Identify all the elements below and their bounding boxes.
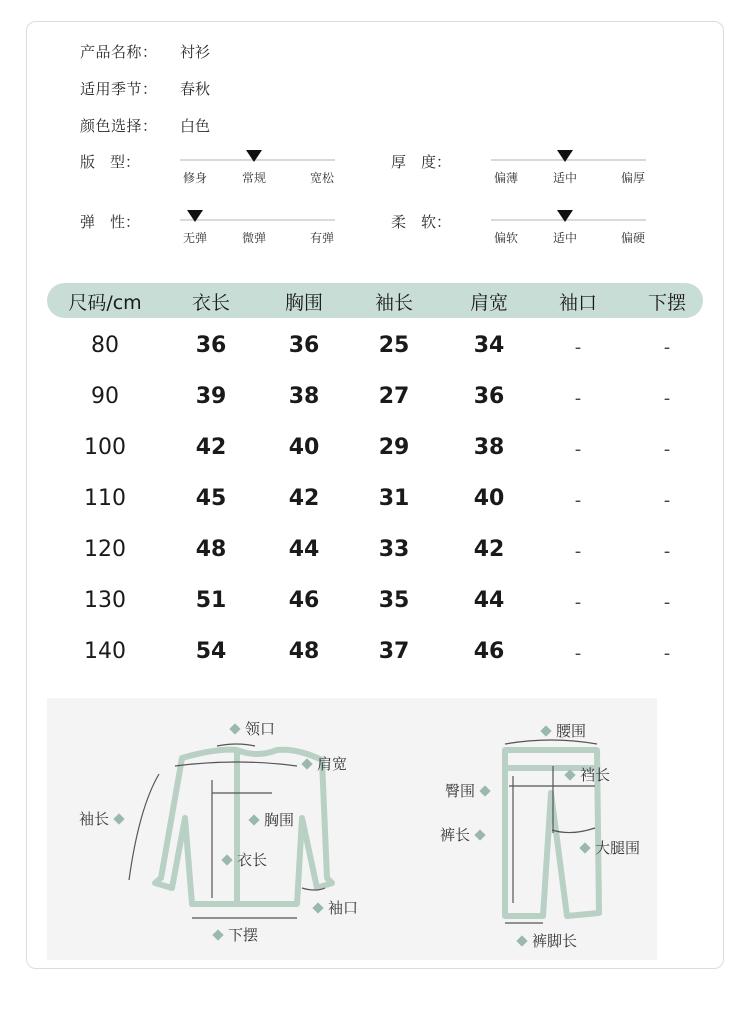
color-row [80, 115, 210, 136]
label-rise: 裆长 [560, 764, 610, 785]
size-cell: 100 [84, 435, 126, 460]
table-cell: 42 [288, 486, 320, 511]
attr-option: 微弹 [241, 231, 267, 245]
table-cell: 27 [378, 384, 410, 409]
size-cell: 140 [84, 639, 126, 664]
selected-marker-icon [557, 150, 573, 162]
label-thigh: 大腿围 [575, 837, 640, 858]
label-length: 衣长 [217, 849, 267, 870]
table-cell: - [663, 388, 671, 409]
table-cell: 38 [288, 384, 320, 409]
table-cell: 45 [195, 486, 227, 511]
table-header-cell: 尺码/cm [68, 292, 142, 314]
attr-option: 有弹 [309, 231, 335, 245]
table-cell: 39 [195, 384, 227, 409]
size-cell: 120 [84, 537, 126, 562]
table-header-cell: 胸围 [284, 292, 324, 314]
label-waist: 腰围 [536, 720, 586, 741]
size-cell: 80 [91, 333, 119, 358]
attr-thickness [391, 151, 691, 201]
table-cell: 34 [473, 333, 505, 358]
table-cell: 51 [195, 588, 227, 613]
size-cell: 130 [84, 588, 126, 613]
table-cell: - [574, 541, 582, 562]
table-cell: 48 [288, 639, 320, 664]
attr-scale-track [180, 219, 335, 221]
diamond-icon [113, 813, 124, 824]
table-header-cell: 肩宽 [469, 292, 509, 314]
attr-option: 偏薄 [493, 171, 519, 185]
table-cell: - [663, 490, 671, 511]
selected-marker-icon [557, 210, 573, 222]
attr-fit [80, 151, 380, 201]
table-cell: 46 [288, 588, 320, 613]
attr-option: 偏硬 [620, 231, 646, 245]
label-hip: 臀围 [445, 780, 495, 801]
label-shoulder: 肩宽 [297, 753, 347, 774]
table-cell: 48 [195, 537, 227, 562]
label-cuff: 袖口 [308, 897, 358, 918]
table-cell: 42 [195, 435, 227, 460]
diamond-icon [516, 935, 527, 946]
attr-option: 常规 [241, 171, 267, 185]
attr-option: 适中 [552, 171, 578, 185]
size-cell: 110 [84, 486, 126, 511]
attr-elasticity [80, 211, 380, 261]
table-cell: 35 [378, 588, 410, 613]
diamond-icon [474, 829, 485, 840]
table-cell: 36 [288, 333, 320, 358]
diamond-icon [479, 785, 490, 796]
table-cell: - [574, 439, 582, 460]
diamond-icon [564, 769, 575, 780]
table-cell: 44 [473, 588, 505, 613]
product-name-value: 衬衫 [180, 43, 211, 61]
table-cell: 46 [473, 639, 505, 664]
diamond-icon [579, 842, 590, 853]
diamond-icon [248, 814, 259, 825]
diamond-icon [221, 854, 232, 865]
attr-softness [391, 211, 691, 261]
diamond-icon [229, 723, 240, 734]
table-cell: 25 [378, 333, 410, 358]
table-cell: - [663, 592, 671, 613]
color-label: 颜色选择： [80, 117, 158, 135]
attr-label: 弹 性： [80, 213, 141, 231]
table-cell: 44 [288, 537, 320, 562]
table-cell: 36 [473, 384, 505, 409]
attr-label: 柔 软： [391, 213, 452, 231]
attr-option: 修身 [182, 171, 208, 185]
selected-marker-icon [187, 210, 203, 222]
label-leg-opening: 裤脚长 [512, 930, 577, 951]
label-chest: 胸围 [244, 809, 294, 830]
table-cell: - [574, 592, 582, 613]
diamond-icon [312, 902, 323, 913]
table-cell: 31 [378, 486, 410, 511]
table-cell: - [663, 439, 671, 460]
size-cell: 90 [91, 384, 119, 409]
table-header-cell: 袖口 [558, 292, 598, 314]
table-cell: 38 [473, 435, 505, 460]
attr-label: 版 型： [80, 153, 141, 171]
table-header-cell: 衣长 [191, 292, 231, 314]
table-cell: 42 [473, 537, 505, 562]
selected-marker-icon [246, 150, 262, 162]
diamond-icon [301, 758, 312, 769]
season-value: 春秋 [180, 80, 211, 98]
table-header-cell: 袖长 [374, 292, 414, 314]
attr-option: 宽松 [309, 171, 335, 185]
attr-option: 偏软 [493, 231, 519, 245]
table-cell: - [663, 643, 671, 664]
table-cell: - [663, 337, 671, 358]
attr-option: 适中 [552, 231, 578, 245]
label-collar: 领口 [225, 718, 275, 739]
diamond-icon [540, 725, 551, 736]
table-cell: - [574, 643, 582, 664]
color-value: 白色 [180, 117, 211, 135]
table-cell: 40 [288, 435, 320, 460]
table-cell: - [574, 388, 582, 409]
size-table-header [47, 283, 703, 318]
table-cell: - [663, 541, 671, 562]
diamond-icon [212, 929, 223, 940]
table-cell: 40 [473, 486, 505, 511]
label-sleeve: 袖长 [79, 808, 129, 829]
product-name-row [80, 41, 210, 62]
table-cell: - [574, 337, 582, 358]
table-cell: 37 [378, 639, 410, 664]
season-row [80, 78, 210, 99]
attr-label: 厚 度： [391, 153, 452, 171]
table-cell: 36 [195, 333, 227, 358]
attr-option: 无弹 [182, 231, 208, 245]
table-cell: 33 [378, 537, 410, 562]
season-label: 适用季节： [80, 80, 158, 98]
measurement-diagram [47, 698, 657, 960]
table-cell: 54 [195, 639, 227, 664]
table-header-cell: 下摆 [647, 292, 687, 314]
attr-option: 偏厚 [620, 171, 646, 185]
table-cell: 29 [378, 435, 410, 460]
label-pants-length: 裤长 [440, 824, 490, 845]
product-name-label: 产品名称： [80, 43, 158, 61]
table-cell: - [574, 490, 582, 511]
label-hem: 下摆 [208, 924, 258, 945]
